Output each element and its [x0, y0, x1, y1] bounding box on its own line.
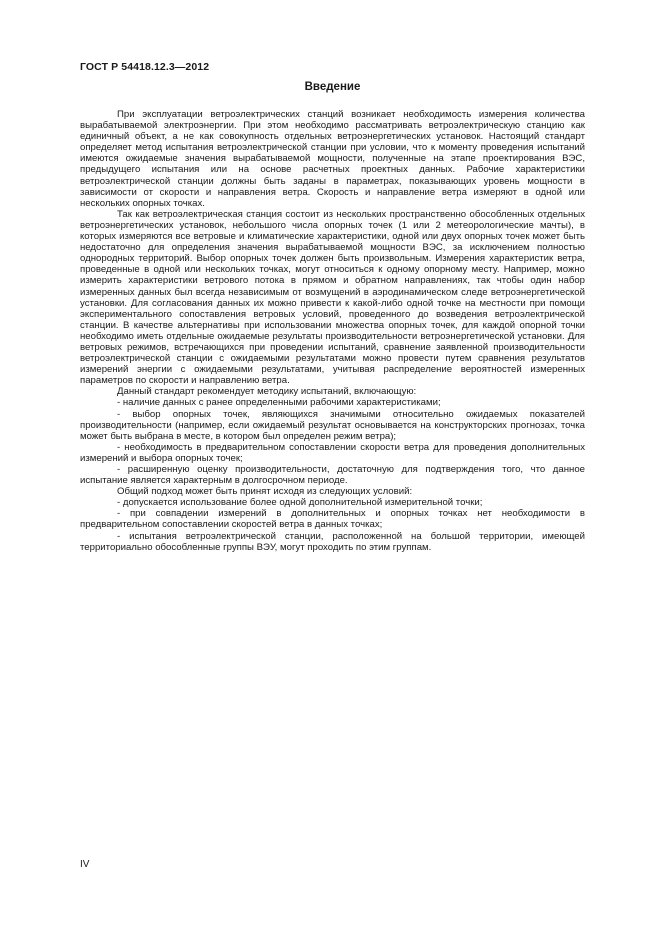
list-item: - допускается использование более одной дополнительной измерительной точки;	[117, 497, 483, 509]
paragraph: Общий подход может быть принят исходя из следующих условий:	[117, 486, 413, 498]
document-body	[80, 109, 585, 553]
list-item: - при совпадении измерений в дополнительных и опорных точках нет необходимости в предварительном сопоставлении скоростей ветра в данных точках;	[80, 508, 585, 531]
list-item: - необходимость в предварительном сопоставлении скорости ветра для проведения дополнительных измерений и выбора опорных точек;	[80, 441, 585, 464]
list-item: - испытания ветроэлектрической станции, расположенной на большой территории, имеющей территориально обособленные группы ВЭУ, могут проходить по этим группам.	[80, 530, 585, 553]
document-header: ГОСТ Р 54418.12.3—2012	[80, 61, 210, 73]
page-number: IV	[80, 859, 90, 870]
paragraph: Данный стандарт рекомендует методику испытаний, включающую:	[117, 386, 417, 398]
list-item: - наличие данных с ранее определенными рабочими характеристиками;	[117, 397, 441, 409]
paragraph: При эксплуатации ветроэлектрических станций возникает необходимость измерения количества вырабатываемой электроэнергии. При этом необходимо рассматривать ветроэлектрическую станцию как единичный объект, а не как совокупность отдельных ветроэнергетических установок. Настоящий стандарт определяет метод испытания ветроэлектрической станции при условии, что к моменту проведения испытаний имеются ожидаемые значения вырабатываемой мощности, полученные на этапе проектирования ВЭС, предыдущего испытания или на основе расчетных проектных данных. Рабочие характеристики ветроэлектрической станции должны быть заданы в параметрах, показывающих уровень мощности в зависимости от скорости и направления ветра. Скорость и направление ветра измеряют в одной или нескольких опорных точках.	[80, 109, 585, 209]
section-title: Введение	[304, 81, 361, 93]
list-item: - расширенную оценку производительности, достаточную для подтверждения того, что данное испытание является характерным в долгосрочном периоде.	[80, 464, 585, 487]
paragraph: Так как ветроэлектрическая станция состоит из нескольких пространственно обособленных отдельных ветроэнергетических установок, небольшого числа опорных точек (1 или 2 метеорологические мачты), в которых измеряются все ветровые и климатические характеристики, одной или двух опорных точек может быть недостаточно для определения значения вырабатываемой мощности ВЭС, за исключением полностью однородных территорий. Выбор опорных точек должен быть произвольным. Измерения характеристик ветра, проведенные в одной или нескольких точках, могут относиться к одному опорному месту. Например, можно измерить характеристики ветрового потока в прямом и обратном направлениях, так чтобы один набор измеренных данных был всегда независимым от возмущений в аэродинамическом следе ветроэнергетической установки. Для согласования данных их можно привести к какой-либо одной точке на местности при помощи экспериментального сопоставления ветровых условий, проведенного до возведения ветроэлектрической станции. В качестве альтернативы при использовании множества опорных точек, для каждой опорной точки необходимо иметь отдельные ожидаемые результаты производительности ветроэнергетической установки. Для ветровых режимов, встречающихся при проведении испытаний, сравнение заявленной производительности ветроэлектрической станции с ожидаемыми результатами можно провести путем сравнения результатов измерений энергии с ожидаемыми результатами, учитывая распределение вероятностей измеренных параметров по скорости и направлению ветра.	[80, 208, 585, 387]
list-item: - выбор опорных точек, являющихся значимыми относительно ожидаемых показателей производительности (например, если ожидаемый результат основывается на конструкторских прогнозах, точка может быть выбрана в месте, в котором был определен режим ветра);	[80, 408, 585, 442]
